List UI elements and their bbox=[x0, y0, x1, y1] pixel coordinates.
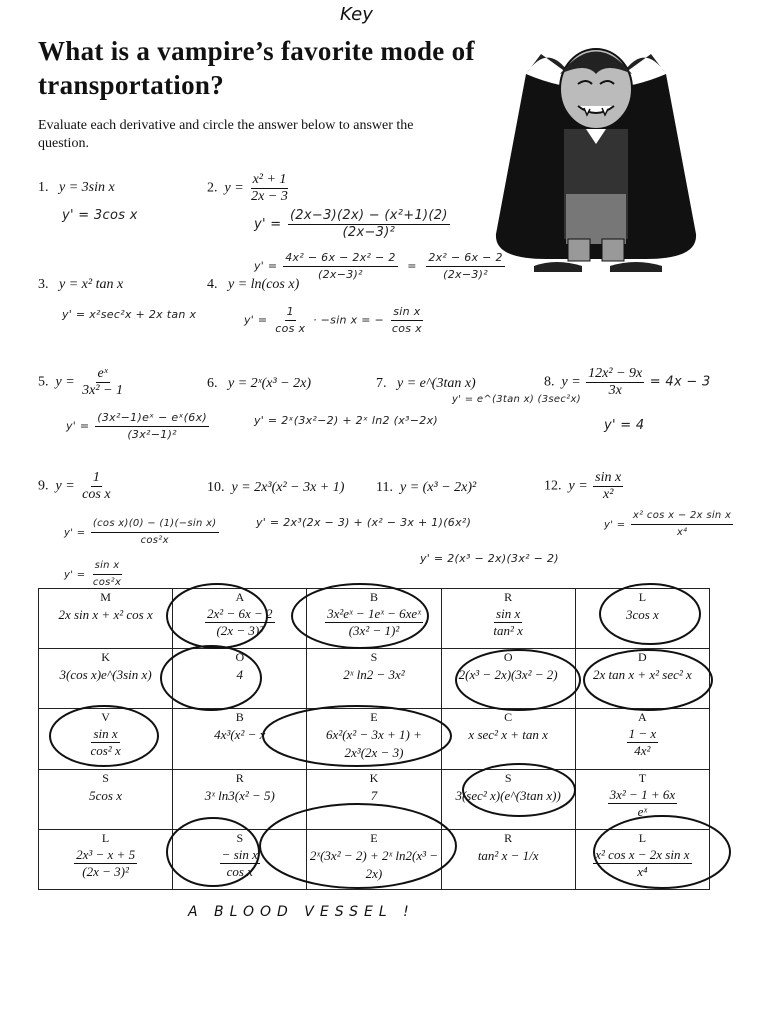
fraction-denominator: tan² x bbox=[493, 623, 523, 638]
answer-cell bbox=[441, 589, 575, 649]
cell-letter: D bbox=[638, 650, 647, 665]
problem-10 bbox=[207, 480, 344, 496]
fraction-numerator: 3x² − 1 + 6x bbox=[609, 786, 676, 802]
cell-expression: x sec² x + tan x bbox=[468, 727, 548, 743]
fraction-numerator: x² cos x − 2x sin x bbox=[631, 508, 733, 525]
fraction-denominator: 3x² − 1 bbox=[82, 383, 124, 398]
problem-function: y = ln(cos x) bbox=[228, 277, 300, 292]
problem-function: y = x² tan x bbox=[59, 277, 124, 292]
cell-letter: E bbox=[370, 710, 378, 725]
fraction-numerator: x² + 1 bbox=[252, 172, 287, 187]
cell-letter: R bbox=[235, 770, 244, 785]
problem-number: 12. bbox=[544, 478, 562, 494]
cell-letter: S bbox=[236, 830, 244, 845]
problem-number: 10. bbox=[207, 480, 225, 495]
problem-function: y = 2x³(x² − 3x + 1) bbox=[231, 480, 345, 495]
answer-cell bbox=[307, 649, 441, 709]
cell-expression: 3cos x bbox=[625, 607, 659, 622]
fraction-numerator: eˣ bbox=[97, 366, 108, 381]
answer-cell bbox=[173, 709, 307, 769]
fraction-numerator: sin x bbox=[391, 304, 422, 321]
fraction-numerator: (cos x)(0) − (1)(−sin x) bbox=[91, 516, 219, 533]
problem-5: 5. y = $\frac{\text{eˣ}}{\text{3x² − 1}}$ bbox=[38, 366, 124, 398]
fraction-numerator: 2x³ − x + 5 bbox=[76, 846, 136, 862]
problem-11 bbox=[376, 480, 476, 496]
cell-letter: C bbox=[504, 710, 513, 725]
fraction-denominator: 2x − 3 bbox=[251, 189, 288, 204]
answer-cell bbox=[575, 649, 709, 709]
answer-cell bbox=[441, 829, 575, 889]
work-3: y' = x²sec²x + 2x tan x bbox=[62, 308, 197, 321]
answer-table bbox=[38, 588, 710, 890]
cell-letter: V bbox=[101, 710, 110, 725]
cell-expression: 7 bbox=[370, 787, 378, 803]
cell-letter: A bbox=[235, 590, 245, 604]
work-4: y' = $\frac{1}{\text{cos x}}$ · −sin x = − $\frac{\text{sin x}}{\text{cos x}}$ bbox=[244, 305, 422, 335]
answer-cell bbox=[39, 829, 173, 889]
fraction-numerator: sin x bbox=[595, 470, 622, 485]
problem-9: 9. y = $\frac{1}{\text{cos x}}$ bbox=[38, 470, 111, 502]
table-row bbox=[39, 589, 710, 649]
cell-expression: 3(cos x)e^(3sin x) bbox=[59, 667, 152, 683]
fraction-numerator: sin x bbox=[93, 726, 118, 742]
cell-expression: 2x sin x + x² cos x bbox=[58, 607, 153, 622]
answer-cell bbox=[39, 769, 173, 829]
cell-expression: 3ˣ ln3(x² − 5) bbox=[204, 787, 275, 803]
answer-cell bbox=[441, 769, 575, 829]
table-row bbox=[39, 649, 710, 709]
fraction-numerator: 1 bbox=[285, 304, 296, 321]
problem-number: 9. bbox=[38, 478, 49, 494]
cell-letter: B bbox=[235, 710, 244, 725]
cell-fraction bbox=[444, 606, 573, 639]
answer-cell bbox=[575, 709, 709, 769]
fraction-denominator: cos x bbox=[82, 487, 111, 502]
vampire-icon bbox=[486, 34, 706, 284]
problem-number: 6. bbox=[207, 376, 218, 391]
answer-cell bbox=[39, 649, 173, 709]
fraction-denominator: x⁴ bbox=[637, 863, 648, 879]
cell-expression: 2ˣ(3x² − 2) + 2ˣ ln2(x³ − 2x) bbox=[309, 847, 439, 881]
cell-letter: T bbox=[638, 770, 647, 785]
answer-cell bbox=[39, 709, 173, 769]
problem-12: 12. y = $\frac{\text{sin x}}{\text{x²}}$ bbox=[544, 470, 622, 502]
answer-cell bbox=[307, 829, 441, 889]
cell-letter: S bbox=[102, 770, 109, 785]
cell-expression: 4x³(x² − x bbox=[214, 727, 266, 743]
cell-expression: 2x tan x + x² sec² x bbox=[592, 667, 692, 683]
problem-6 bbox=[207, 376, 311, 392]
answer-cell bbox=[173, 649, 307, 709]
fraction-denominator: cos²x bbox=[140, 535, 169, 546]
instructions: Evaluate each derivative and circle the answer below to answer the question. bbox=[38, 118, 414, 151]
work-11: y' = 2(x³ − 2x)(3x² − 2) bbox=[420, 552, 559, 565]
fraction-numerator: − sin x bbox=[221, 846, 258, 862]
fraction-numerator: 12x² − 9x bbox=[588, 366, 643, 381]
answer-cell bbox=[575, 769, 709, 829]
cell-expression: tan² x − 1/x bbox=[477, 847, 539, 863]
fraction-denominator: (2x − 3)² bbox=[216, 623, 264, 638]
fraction-denominator: cos² x bbox=[90, 743, 121, 759]
cell-fraction bbox=[175, 847, 304, 880]
cell-letter: L bbox=[638, 830, 647, 845]
work-1: y' = 3cos x bbox=[62, 208, 138, 223]
fraction-denominator: eˣ bbox=[637, 803, 648, 819]
work-12: y' = $\frac{\text{x² cos x − 2x sin x}}{\text{x⁴}}$ bbox=[604, 508, 735, 541]
problem-number: 5. bbox=[38, 374, 49, 390]
cell-letter: S bbox=[370, 650, 378, 665]
cell-fraction bbox=[578, 787, 707, 820]
cell-letter: O bbox=[235, 650, 245, 665]
work-2b: y' = $\frac{\text{4x² − 6x − 2x² − 2}}{\text{(2x−3)²}}$ = $\frac{\text{2x² − 6x − 2}}{\text{(2x−3)²}}$ bbox=[254, 251, 503, 281]
fraction-numerator: sin x bbox=[496, 606, 521, 621]
fraction-numerator: sin x bbox=[93, 558, 122, 575]
fraction-numerator: 4x² − 6x − 2x² − 2 bbox=[283, 250, 397, 267]
fraction-numerator: 1 − x bbox=[628, 726, 657, 742]
fraction-denominator: cos x bbox=[275, 322, 306, 335]
cell-letter: M bbox=[100, 590, 111, 604]
fraction-denominator: 4x² bbox=[634, 743, 651, 759]
cell-letter: K bbox=[101, 650, 110, 665]
cell-letter: A bbox=[638, 710, 647, 725]
fraction-denominator: cos x bbox=[226, 863, 253, 879]
fraction-numerator: (3x²−1)eˣ − eˣ(6x) bbox=[95, 410, 209, 427]
fraction-denominator: cos²x bbox=[92, 577, 122, 588]
answer-cell bbox=[173, 589, 307, 649]
fraction-numerator: 2x² − 6x − 2 bbox=[426, 250, 504, 267]
problem-function: y = 3sin x bbox=[59, 180, 115, 195]
cell-letter: L bbox=[101, 830, 110, 845]
answer-cell bbox=[39, 589, 173, 649]
problem-3 bbox=[38, 277, 123, 293]
work-7: y' = e^(3tan x) (3sec²x) bbox=[452, 394, 581, 405]
answer-cell bbox=[307, 589, 441, 649]
problem-1 bbox=[38, 180, 115, 196]
problem-function: y = (x³ − 2x)² bbox=[399, 480, 477, 495]
problem-number: 7. bbox=[376, 376, 387, 391]
problem-8: 8. y = $\frac{\text{12x² − 9x}}{3x}$ = 4x − 3 bbox=[544, 366, 711, 398]
answer-cell bbox=[441, 709, 575, 769]
cell-letter: O bbox=[503, 650, 513, 665]
work-5: y' = $\frac{\text{(3x²−1)eˣ − eˣ(6x)}}{\text{(3x²−1)²}}$ bbox=[66, 411, 207, 441]
cell-expression: 6x²(x² − 3x + 1) + 2x³(2x − 3) bbox=[326, 727, 422, 761]
fraction-denominator: x⁴ bbox=[676, 527, 688, 538]
key-label: Key bbox=[340, 4, 373, 25]
answer-cell bbox=[173, 769, 307, 829]
fraction-denominator: (2x−3)² bbox=[318, 268, 363, 281]
fraction-denominator: (2x − 3)² bbox=[82, 863, 129, 879]
problem-number: 4. bbox=[207, 277, 218, 292]
problem-number: 3. bbox=[38, 277, 49, 292]
cell-fraction bbox=[578, 726, 707, 759]
answer-cell bbox=[307, 709, 441, 769]
fraction-numerator: x² cos x − 2x sin x bbox=[595, 846, 690, 862]
page-title: What is a vampire’s favorite mode of transportation? bbox=[38, 36, 475, 100]
cell-letter: R bbox=[504, 830, 513, 845]
cell-expression: 3(sec² x)(e^(3tan x)) bbox=[455, 787, 561, 803]
simplified: = 4x − 3 bbox=[649, 374, 711, 390]
problem-number: 11. bbox=[376, 480, 393, 495]
answer-cell bbox=[441, 649, 575, 709]
work-2a: y' = $\frac{\text{(2x−3)(2x) − (x²+1)(2)}}{\text{(2x−3)²}}$ bbox=[254, 208, 448, 240]
cell-letter: L bbox=[638, 590, 647, 604]
fraction-numerator: 3x²eˣ − 1eˣ − 6xeˣ bbox=[327, 606, 421, 621]
work-9a: y' = $\frac{\text{(cos x)(0) − (1)(−sin x)}}{\text{cos²x}}$ bbox=[64, 516, 221, 549]
cell-fraction bbox=[41, 726, 170, 759]
work-10: y' = 2x³(2x − 3) + (x² − 3x + 1)(6x²) bbox=[256, 516, 472, 529]
cell-fraction bbox=[175, 606, 304, 639]
fraction-denominator: (3x² − 1)² bbox=[348, 623, 400, 638]
answer-cell bbox=[575, 829, 709, 889]
fraction-denominator: (2x−3)² bbox=[342, 225, 396, 240]
cell-fraction bbox=[578, 847, 707, 880]
table-row bbox=[39, 829, 710, 889]
problem-7 bbox=[376, 376, 476, 392]
answer-cell bbox=[575, 589, 709, 649]
work-8: y' = 4 bbox=[604, 418, 645, 433]
work-9b: y' = $\frac{\text{sin x}}{\text{cos²x}}$ bbox=[64, 558, 125, 591]
cell-expression: 4 bbox=[236, 667, 244, 683]
problem-number: 2. bbox=[207, 180, 218, 196]
table-row bbox=[39, 769, 710, 829]
problem-function: y = 2ˣ(x³ − 2x) bbox=[228, 376, 312, 391]
fraction-denominator: (3x²−1)² bbox=[127, 428, 177, 441]
problem-4 bbox=[207, 277, 299, 293]
fraction-numerator: 1 bbox=[92, 470, 100, 485]
fraction-denominator: cos x bbox=[391, 322, 422, 335]
cell-letter: K bbox=[369, 770, 379, 785]
cell-letter: R bbox=[504, 590, 513, 604]
cell-expression: 2(x³ − 2x)(3x² − 2) bbox=[458, 667, 558, 683]
cell-letter: B bbox=[369, 590, 378, 604]
fraction-numerator: 2x² − 6x − 2 bbox=[207, 606, 273, 621]
cell-expression: 2ˣ ln2 − 3x² bbox=[343, 667, 405, 683]
fraction-numerator: (2x−3)(2x) − (x²+1)(2) bbox=[289, 208, 448, 223]
problem-2: 2. y = $\frac{\text{x² + 1}}{2x - 3}$ bbox=[207, 172, 288, 204]
cell-letter: E bbox=[370, 830, 378, 845]
answer-cell bbox=[307, 769, 441, 829]
fraction-denominator: 3x bbox=[608, 383, 622, 398]
cell-fraction bbox=[41, 847, 170, 880]
work-text: · −sin x = bbox=[313, 313, 371, 327]
fraction-denominator: (2x−3)² bbox=[443, 268, 488, 281]
answer-cell bbox=[173, 829, 307, 889]
cell-fraction bbox=[309, 606, 438, 639]
fraction-denominator: x² bbox=[602, 487, 614, 502]
problem-function: y = e^(3tan x) bbox=[397, 376, 476, 391]
cell-expression: 5cos x bbox=[89, 787, 123, 803]
problem-number: 1. bbox=[38, 180, 49, 195]
table-row bbox=[39, 709, 710, 769]
cell-letter: S bbox=[504, 770, 512, 785]
problem-number: 8. bbox=[544, 374, 555, 390]
work-6: y' = 2ˣ(3x²−2) + 2ˣ ln2 (x³−2x) bbox=[254, 414, 438, 427]
answer-text: A BLOOD VESSEL ! bbox=[188, 904, 415, 920]
